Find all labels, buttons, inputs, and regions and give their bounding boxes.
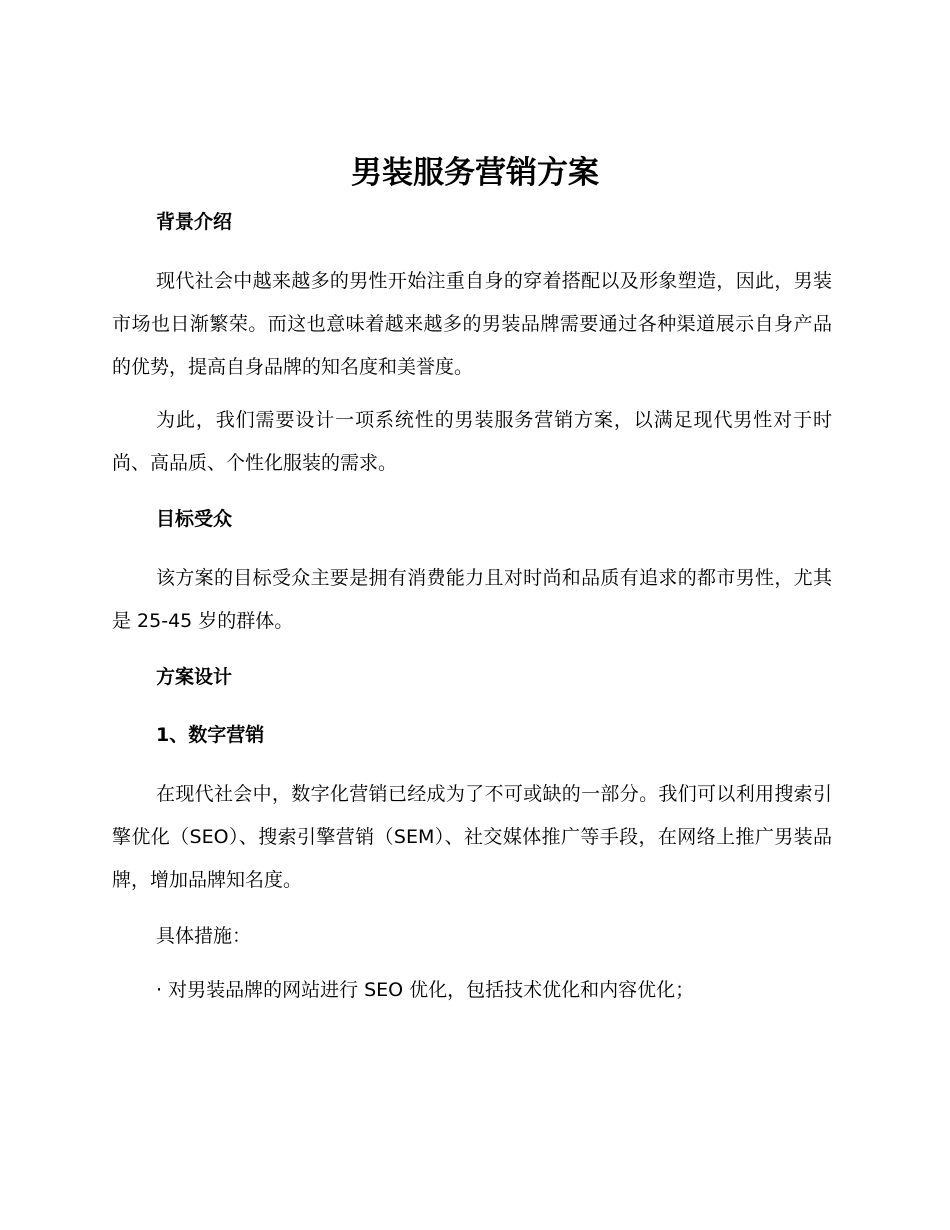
bullet-item-seo: · 对男装品牌的网站进行 SEO 优化，包括技术优化和内容优化； [156,979,695,1001]
paragraph-digital-marketing-1: 在现代社会中，数字化营销已经成为了不可或缺的一部分。我们可以利用搜索引擎优化（SEO）、搜索引擎营销（SEM）、社交媒体推广等手段，在网络上推广男装品牌，增加品牌知名度。 [112,783,832,891]
paragraph-background-2: 为此，我们需要设计一项系统性的男装服务营销方案，以满足现代男性对于时尚、高品质、个性化服装的需求。 [112,409,832,474]
measures-label: 具体措施： [156,925,252,947]
section-heading-design: 方案设计 [156,666,233,688]
section-heading-background: 背景介绍 [156,211,233,233]
section-heading-audience: 目标受众 [156,508,233,530]
paragraph-background-1: 现代社会中越来越多的男性开始注重自身的穿着搭配以及形象塑造，因此，男装市场也日渐繁荣。而这也意味着越来越多的男装品牌需要通过各种渠道展示自身产品的优势，提高自身品牌的知名度和美誉度。 [112,270,832,378]
document-body [112,202,832,1010]
document-title: 男装服务营销方案 [351,155,599,191]
paragraph-audience-1: 该方案的目标受众主要是拥有消费能力且对时尚和品质有追求的都市男性，尤其是 25-45 岁的群体。 [112,567,832,632]
subsection-heading-digital-marketing: 1、数字营销 [156,724,265,746]
